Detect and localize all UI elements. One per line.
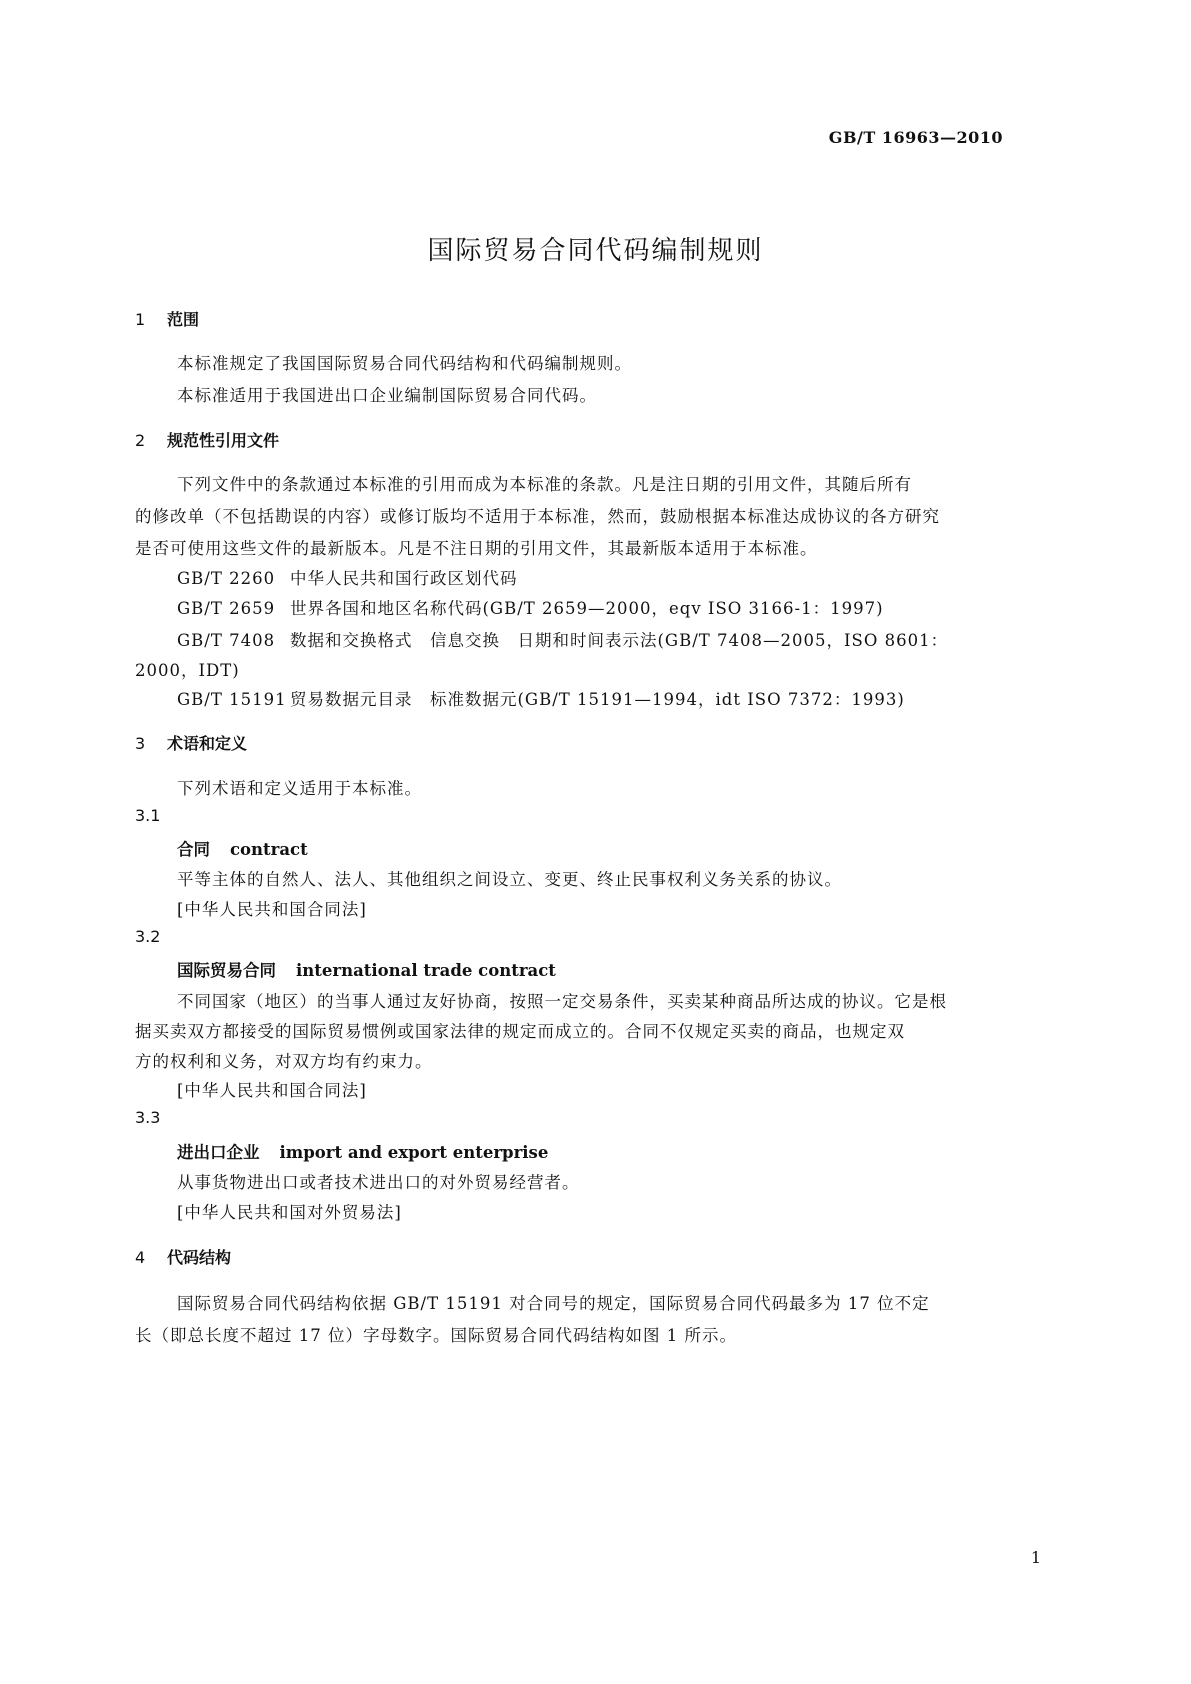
reference-item	[177, 565, 518, 589]
section-number: 3	[135, 734, 146, 753]
term-heading	[177, 1139, 548, 1163]
section-2-heading	[135, 428, 279, 451]
reference-text: 贸易数据元目录 标准数据元(GB/T 15191—1994，idt ISO 7372：1993)	[290, 690, 905, 709]
paragraph-line: 下列文件中的条款通过本标准的引用而成为本标准的条款。凡是注日期的引用文件，其随后所有	[177, 475, 912, 494]
reference-code: GB/T 2659	[177, 599, 276, 618]
term-definition-line: 方的权利和义务，对双方均有约束力。	[135, 1052, 433, 1071]
section-3-heading	[135, 731, 247, 754]
paragraph: 本标准规定了我国国际贸易合同代码结构和代码编制规则。	[177, 354, 632, 373]
document-title: 国际贸易合同代码编制规则	[427, 236, 764, 266]
term-english: import and export enterprise	[279, 1143, 549, 1162]
paragraph: 下列术语和定义适用于本标准。	[177, 779, 422, 798]
reference-item	[177, 686, 905, 710]
paragraph-line: 长（即总长度不超过 17 位）字母数字。国际贸易合同代码结构如图 1 所示。	[135, 1326, 737, 1345]
term-heading	[177, 957, 556, 981]
section-number: 1	[135, 310, 146, 329]
paragraph-line: 是否可使用这些文件的最新版本。凡是不注日期的引用文件，其最新版本适用于本标准。	[135, 539, 818, 558]
reference-code: GB/T 15191	[177, 690, 287, 709]
term-number: 3.2	[135, 927, 161, 946]
section-number: 4	[135, 1248, 146, 1267]
term-source: [中华人民共和国合同法]	[177, 900, 367, 919]
term-source: [中华人民共和国合同法]	[177, 1081, 367, 1100]
reference-continuation: 2000，IDT)	[135, 661, 240, 680]
reference-item	[177, 627, 948, 651]
term-definition: 从事货物进出口或者技术进出口的对外贸易经营者。	[177, 1173, 580, 1192]
reference-text: 世界各国和地区名称代码(GB/T 2659—2000，eqv ISO 3166-1：1997)	[290, 599, 884, 618]
paragraph-line: 的修改单（不包括勘误的内容）或修订版均不适用于本标准，然而，鼓励根据本标准达成协议的各方研究	[135, 507, 940, 526]
page-number: 1	[1030, 1548, 1041, 1567]
section-number: 2	[135, 431, 146, 450]
term-heading	[177, 836, 308, 860]
term-chinese: 进出口企业	[177, 1143, 260, 1162]
section-title: 代码结构	[167, 1248, 232, 1267]
reference-text: 中华人民共和国行政区划代码	[290, 569, 518, 588]
section-title: 术语和定义	[167, 734, 248, 753]
term-chinese: 合同	[177, 840, 210, 859]
section-title: 规范性引用文件	[167, 431, 280, 450]
standard-code: GB/T 16963—2010	[828, 128, 1003, 147]
section-1-heading	[135, 307, 199, 330]
term-number: 3.1	[135, 806, 161, 825]
term-definition: 平等主体的自然人、法人、其他组织之间设立、变更、终止民事权利义务关系的协议。	[177, 870, 842, 889]
section-title: 范围	[167, 310, 200, 329]
section-4-heading	[135, 1245, 231, 1268]
term-english: international trade contract	[296, 961, 556, 980]
term-chinese: 国际贸易合同	[177, 961, 276, 980]
reference-text: 数据和交换格式 信息交换 日期和时间表示法(GB/T 7408—2005，ISO 8601：	[290, 631, 949, 650]
term-definition-line: 据买卖双方都接受的国际贸易惯例或国家法律的规定而成立的。合同不仅规定买卖的商品，也规定双	[135, 1022, 905, 1041]
paragraph-line: 国际贸易合同代码结构依据 GB/T 15191 对合同号的规定，国际贸易合同代码最多为 17 位不定	[177, 1294, 930, 1313]
reference-code: GB/T 7408	[177, 631, 276, 650]
reference-code: GB/T 2260	[177, 569, 276, 588]
term-english: contract	[230, 840, 308, 859]
term-source: [中华人民共和国对外贸易法]	[177, 1203, 402, 1222]
term-number: 3.3	[135, 1108, 161, 1127]
reference-item	[177, 595, 884, 619]
paragraph: 本标准适用于我国进出口企业编制国际贸易合同代码。	[177, 386, 597, 405]
term-definition-line: 不同国家（地区）的当事人通过友好协商，按照一定交易条件，买卖某种商品所达成的协议。它是根	[177, 992, 947, 1011]
